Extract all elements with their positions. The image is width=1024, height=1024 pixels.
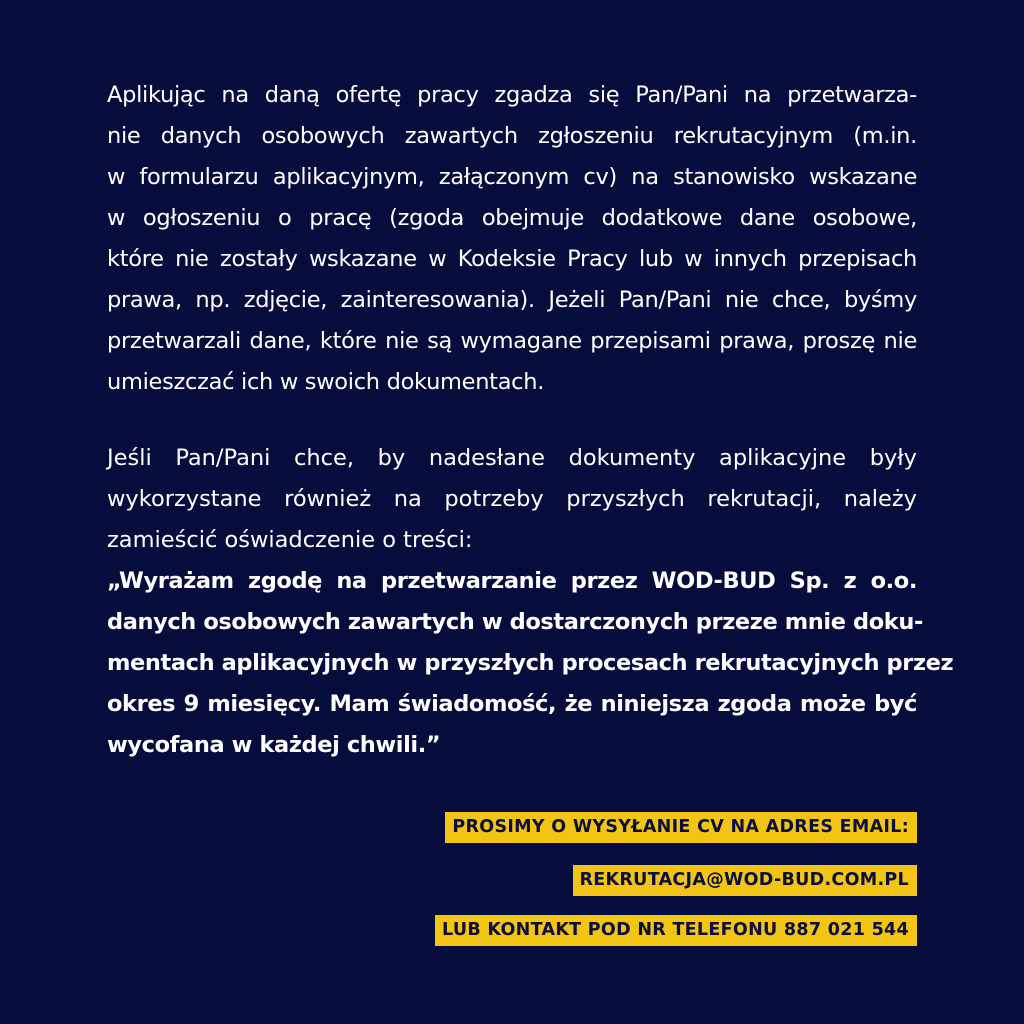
future-recruitment-line: zamieścić oświadczenie o treści: xyxy=(107,527,473,553)
consent-paragraph-line: w formularzu aplikacyjnym, załączonym cv) na stanowisko wskazane xyxy=(107,164,917,190)
consent-paragraph-line: przetwarzali dane, które nie są wymagane przepisami prawa, proszę nie xyxy=(107,328,917,354)
contact-heading: PROSIMY O WYSYŁANIE CV NA ADRES EMAIL: xyxy=(445,812,917,843)
consent-statement-line: okres 9 miesięcy. Mam świadomość, że niniejsza zgoda może być xyxy=(107,691,917,717)
future-recruitment-line: wykorzystane również na potrzeby przyszłych rekrutacji, należy xyxy=(107,486,917,512)
contact-block xyxy=(435,812,917,946)
consent-statement-line: danych osobowych zawartych w dostarczonych przeze mnie doku- xyxy=(107,609,923,635)
consent-statement-line: wycofana w każdej chwili.” xyxy=(107,732,441,758)
consent-paragraph xyxy=(107,75,917,403)
consent-statement-line: „Wyrażam zgodę na przetwarzanie przez WOD-BUD Sp. z o.o. xyxy=(107,568,917,594)
consent-statement-quote xyxy=(107,561,954,766)
consent-notice xyxy=(107,75,954,766)
consent-statement-line: mentach aplikacyjnych w przyszłych procesach rekrutacyjnych przez xyxy=(107,650,954,676)
consent-paragraph-line: Aplikując na daną ofertę pracy zgadza się Pan/Pani na przetwarza- xyxy=(107,82,917,108)
future-recruitment-line: Jeśli Pan/Pani chce, by nadesłane dokumenty aplikacyjne były xyxy=(107,445,917,471)
contact-phone[interactable]: LUB KONTAKT POD NR TELEFONU 887 021 544 xyxy=(435,915,917,946)
future-recruitment-paragraph xyxy=(107,438,917,561)
consent-paragraph-line: w ogłoszeniu o pracę (zgoda obejmuje dodatkowe dane osobowe, xyxy=(107,205,917,231)
contact-email[interactable]: REKRUTACJA@WOD-BUD.COM.PL xyxy=(573,865,917,896)
consent-paragraph-line: prawa, np. zdjęcie, zainteresowania). Jeżeli Pan/Pani nie chce, byśmy xyxy=(107,287,917,313)
paragraph-spacer xyxy=(107,403,917,438)
consent-paragraph-line: które nie zostały wskazane w Kodeksie Pracy lub w innych przepisach xyxy=(107,246,917,272)
consent-paragraph-line: nie danych osobowych zawartych zgłoszeniu rekrutacyjnym (m.in. xyxy=(107,123,917,149)
consent-paragraph-line: umieszczać ich w swoich dokumentach. xyxy=(107,369,545,395)
